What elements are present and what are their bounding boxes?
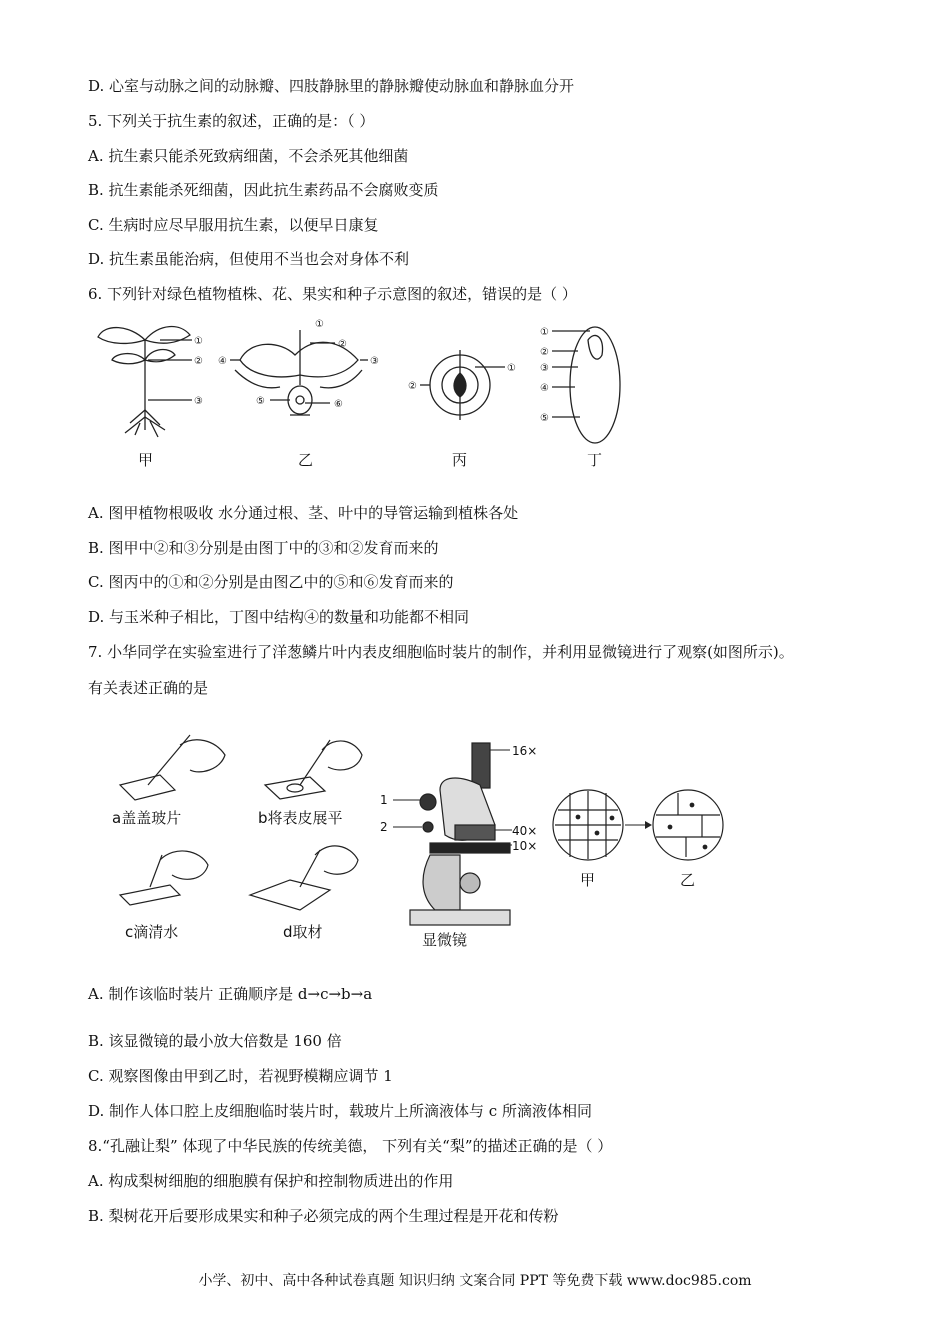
- ding-mark-3: ③: [540, 363, 549, 374]
- question-5: 5. 下列关于抗生素的叙述，正确的是：（ ）: [88, 112, 375, 130]
- q7-option-d: D. 制作人体口腔上皮细胞临时装片时，载玻片上所滴液体与 c 所滴液体相同: [88, 1102, 592, 1120]
- view-yi: [653, 790, 723, 860]
- q7-option-c: C. 观察图像由甲到乙时，若视野模糊应调节 1: [88, 1067, 393, 1085]
- yi-mark-2: ②: [338, 339, 347, 350]
- plant-figure-q6: [90, 315, 650, 475]
- microscope-label: 显微镜: [422, 931, 468, 949]
- fig6-label-jia: 甲: [138, 451, 154, 469]
- objective-low-label: 10×: [512, 839, 538, 853]
- step-c-illustration: [120, 851, 208, 905]
- q6-option-b: B. 图甲中②和③分别是由图丁中的③和②发育而来的: [88, 539, 439, 557]
- q7-option-a: A. 制作该临时装片 正确顺序是 d→c→b→a: [88, 985, 373, 1003]
- yi-mark-4: ④: [218, 356, 227, 367]
- q6-option-d: D. 与玉米种子相比，丁图中结构④的数量和功能都不相同: [88, 608, 470, 626]
- yi-mark-1: ①: [315, 319, 324, 330]
- view-yi-label: 乙: [680, 871, 696, 889]
- q6-option-a: A. 图甲植物根吸收 水分通过根、茎、叶中的导管运输到植株各处: [88, 504, 519, 522]
- q7-option-b: B. 该显微镜的最小放大倍数是 160 倍: [88, 1032, 342, 1050]
- yi-mark-6: ⑥: [334, 399, 343, 410]
- step-d-label: d取材: [283, 923, 323, 941]
- knob-1-label: 1: [380, 793, 388, 807]
- ding-mark-1: ①: [540, 327, 549, 338]
- q8-option-a: A. 构成梨树细胞的细胞膜有保护和控制物质进出的作用: [88, 1172, 454, 1190]
- flower-yi: [230, 330, 368, 415]
- step-a-label: a盖盖玻片: [112, 809, 182, 827]
- q5-option-b: B. 抗生素能杀死细菌，因此抗生素药品不会腐败变质: [88, 181, 439, 199]
- ding-mark-5: ⑤: [540, 413, 549, 424]
- microscope-illustration: [410, 743, 510, 925]
- jia-mark-3: ③: [194, 396, 203, 407]
- question-8: 8.“孔融让梨” 体现了中华民族的传统美德， 下列有关“梨”的描述正确的是（ ）: [88, 1137, 613, 1155]
- eyepiece-label: 16×: [512, 744, 538, 758]
- question-6: 6. 下列针对绿色植物植株、花、果实和种子示意图的叙述，错误的是（ ）: [88, 285, 577, 303]
- jia-mark-2: ②: [194, 356, 203, 367]
- q5-option-d: D. 抗生素虽能治病，但使用不当也会对身体不利: [88, 250, 410, 268]
- bing-mark-2: ②: [408, 381, 417, 392]
- q6-option-c: C. 图丙中的①和②分别是由图乙中的⑤和⑥发育而来的: [88, 573, 454, 591]
- question-7-continued: 有关表述正确的是: [88, 679, 209, 697]
- knob-2-label: 2: [380, 820, 388, 834]
- fig6-label-yi: 乙: [298, 451, 314, 469]
- plant-seedling-jia: [98, 327, 192, 437]
- view-jia: [553, 790, 623, 860]
- bing-mark-1: ①: [507, 363, 516, 374]
- fig6-label-ding: 丁: [587, 451, 603, 469]
- fruit-bing: [420, 350, 505, 420]
- yi-mark-5: ⑤: [256, 396, 265, 407]
- view-jia-label: 甲: [580, 871, 596, 889]
- ding-mark-2: ②: [540, 347, 549, 358]
- objective-high-label: 40×: [512, 824, 538, 838]
- step-a-illustration: [120, 735, 225, 800]
- jia-mark-1: ①: [194, 336, 203, 347]
- ding-mark-4: ④: [540, 383, 549, 394]
- fig6-label-bing: 丙: [452, 451, 468, 469]
- step-c-label: c滴清水: [125, 923, 179, 941]
- microscope-figure-q7: [100, 715, 740, 955]
- question-7: 7. 小华同学在实验室进行了洋葱鳞片叶内表皮细胞临时装片的制作，并利用显微镜进行了观察(如图所示)。: [88, 643, 794, 661]
- step-b-illustration: [265, 740, 362, 799]
- q5-option-a: A. 抗生素只能杀死致病细菌，不会杀死其他细菌: [88, 147, 409, 165]
- seed-ding: [552, 327, 620, 443]
- yi-mark-3: ③: [370, 356, 379, 367]
- step-b-label: b将表皮展平: [258, 809, 343, 827]
- q8-option-b: B. 梨树花开后要形成果实和种子必须完成的两个生理过程是开花和传粉: [88, 1207, 559, 1225]
- step-d-illustration: [250, 846, 358, 910]
- q5-option-c: C. 生病时应尽早服用抗生素，以便早日康复: [88, 216, 379, 234]
- page-footer: 小学、初中、高中各种试卷真题 知识归纳 文案合同 PPT 等免费下载 www.doc985.com: [198, 1273, 752, 1289]
- q4-option-d: D. 心室与动脉之间的动脉瓣、四肢静脉里的静脉瓣使动脉血和静脉血分开: [88, 77, 575, 95]
